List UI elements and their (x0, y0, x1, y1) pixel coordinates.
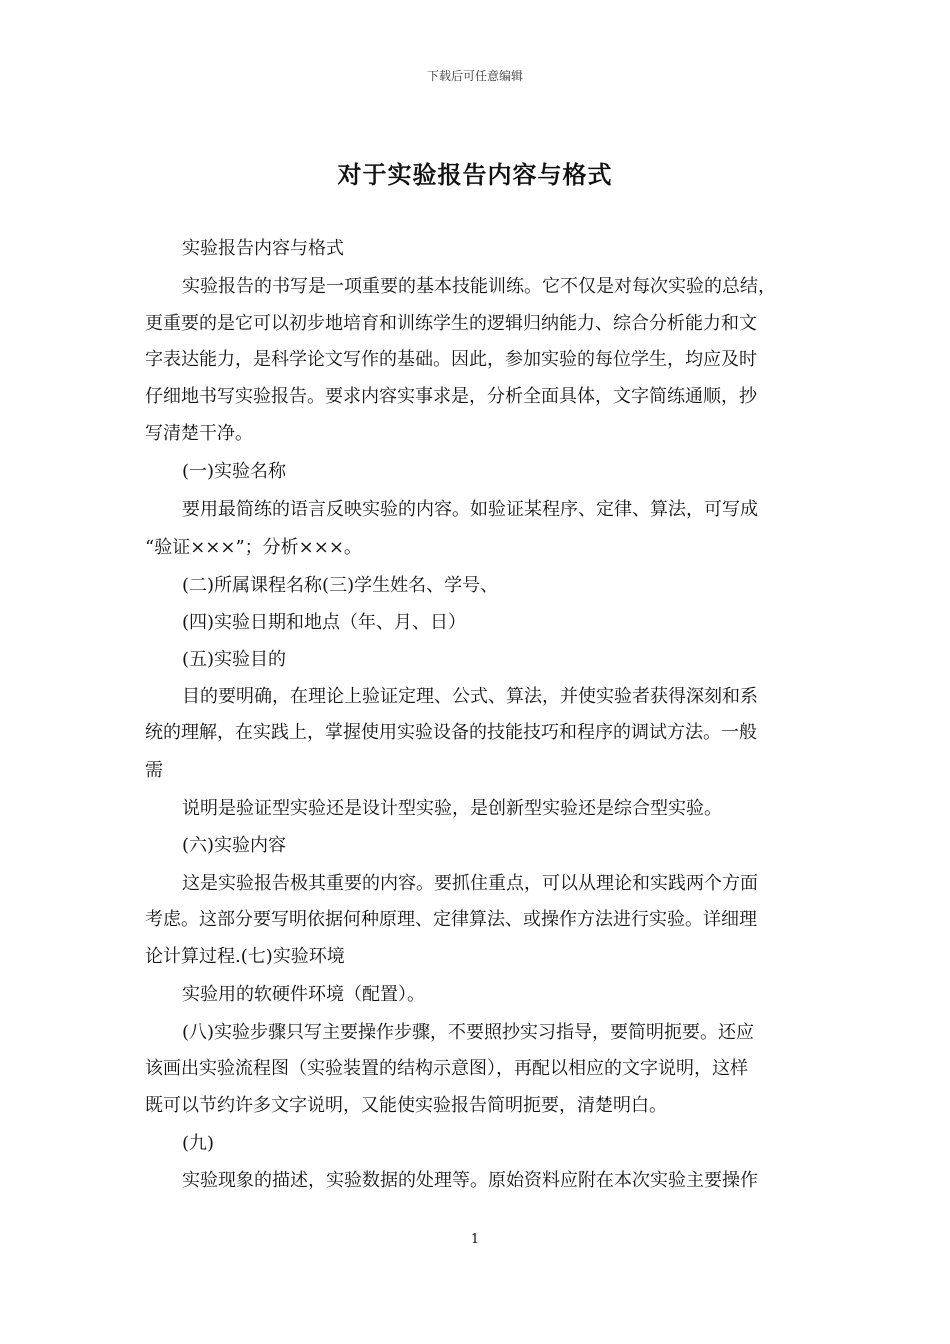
body-line: “验证×××”；分析×××。 (145, 537, 362, 558)
section-heading: (五)实验目的 (182, 649, 287, 670)
body-line: 仔细地书写实验报告。要求内容实事求是，分析全面具体，文字简练通顺，抄 (145, 386, 757, 407)
body-line: 要用最简练的语言反映实验的内容。如验证某程序、定律、算法，可写成 (182, 499, 758, 520)
body-line: 论计算过程.(七)实验环境 (145, 946, 345, 967)
document-title: 对于实验报告内容与格式 (337, 160, 613, 189)
section-heading: (二)所属课程名称(三)学生姓名、学号、 (182, 575, 499, 596)
body-line: 说明是验证型实验还是设计型实验，是创新型实验还是综合型实验。 (182, 798, 722, 819)
section-heading: (六)实验内容 (182, 835, 287, 856)
body-line: 需 (145, 760, 163, 781)
section-heading: (九) (182, 1133, 215, 1154)
page-number: 1 (470, 1232, 480, 1247)
body-line: 更重要的是它可以初步地培育和训练学生的逻辑归纳能力、综合分析能力和文 (145, 313, 757, 334)
body-line: 这是实验报告极其重要的内容。要抓住重点，可以从理论和实践两个方面 (182, 873, 758, 894)
body-line: 考虑。这部分要写明依据何种原理、定律算法、或操作方法进行实验。详细理 (145, 909, 757, 930)
section-heading: (四)实验日期和地点（年、月、日） (182, 612, 467, 633)
body-line: 实验报告的书写是一项重要的基本技能训练。它不仅是对每次实验的总结， (182, 276, 776, 297)
body-line: (八)实验步骤只写主要操作步骤，不要照抄实习指导，要简明扼要。还应 (182, 1022, 755, 1043)
body-line: 字表达能力，是科学论文写作的基础。因此，参加实验的每位学生，均应及时 (145, 349, 757, 370)
body-line: 目的要明确，在理论上验证定理、公式、算法，并使实验者获得深刻和系 (182, 686, 758, 707)
body-line: 该画出实验流程图（实验装置的结构示意图），再配以相应的文字说明，这样 (145, 1058, 748, 1079)
body-line: 实验报告内容与格式 (182, 238, 344, 259)
body-line: 既可以节约许多文字说明，又能使实验报告简明扼要，清楚明白。 (145, 1095, 667, 1116)
body-line: 写清楚干净。 (145, 423, 253, 444)
body-line: 实验用的软硬件环境（配置）。 (182, 984, 425, 1005)
body-line: 实验现象的描述，实验数据的处理等。原始资料应附在本次实验主要操作 (182, 1170, 758, 1191)
page-header-note: 下载后可任意编辑 (426, 69, 523, 83)
body-line: 统的理解，在实践上，掌握使用实验设备的技能技巧和程序的调试方法。一般 (145, 722, 757, 743)
section-heading: (一)实验名称 (182, 461, 287, 482)
